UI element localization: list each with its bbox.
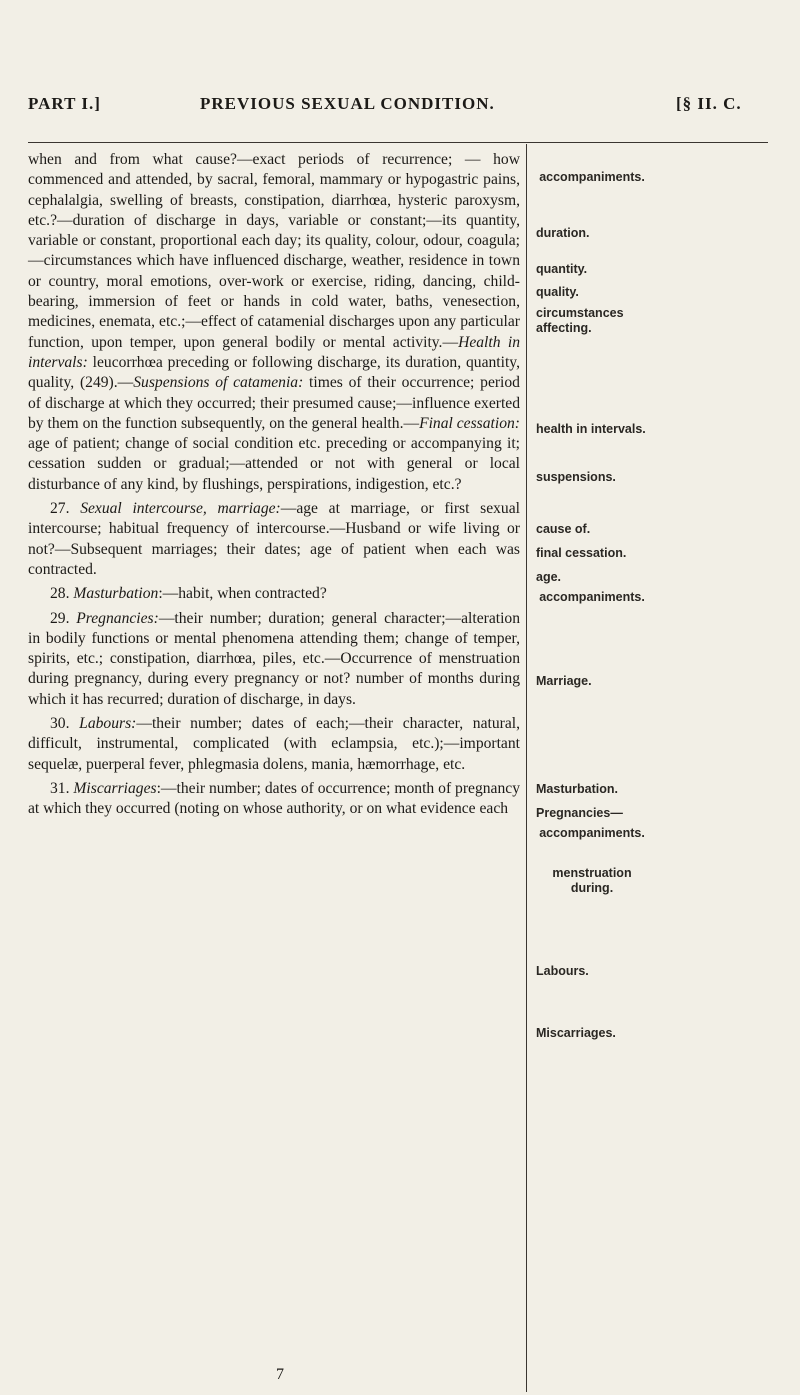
margin-note: Masturbation. — [536, 782, 618, 796]
margin-rule — [526, 144, 527, 1392]
part-label: PART I.] — [28, 94, 101, 113]
paragraph-29: 29. Pregnancies:—their number; duration; general character;—alteration in bodily functions or mental phenomena attending them; change of temper, spirits, etc.; constipation, diarrhœa, piles, etc.—Occurrence of menstruation during pregnancy, during every pregnancy or not? number of months during which it has recurred; duration of discharge, in days. — [28, 609, 521, 708]
margin-note: age. — [536, 570, 562, 584]
margin-note: accompaniments. — [539, 826, 645, 840]
heading-labours: Labours: — [79, 715, 137, 733]
body-text — [28, 150, 520, 820]
margin-note: health in intervals. — [536, 422, 646, 436]
margin-note: Labours. — [536, 964, 589, 978]
margin-note: Pregnancies— — [536, 806, 623, 820]
heading-masturbation: Masturbation — [73, 585, 159, 603]
paragraph-30: 30. Labours:—their number; dates of each;—their character, natural, difficult, instrumental, complicated (with eclampsia, etc.);—important sequelæ, puerperal fever, phlegmasia dolens, mania, hæmorrhage, etc. — [28, 715, 520, 773]
margin-note: cause of. — [536, 522, 591, 536]
paragraph-28: 28. Masturbation:—habit, when contracted? — [50, 585, 327, 603]
chapter-title: PREVIOUS SEXUAL CONDITION. — [200, 94, 495, 113]
paragraph-catamenia: when and from what cause?—exact periods of recurrence; — how commenced and attended, by sacral, femoral, mammary or hypogastric pains, cephalalgia, swelling of breasts, constipation, diarrhœa, hysteric paroxysm, etc.?—duration of discharge in days, variable or constant;—its quantity, variable or constant, proportional each day; its quality, colour, odour, coagula;—circumstances which have influenced discharge, weather, residence in town or country, moral emotions, over-work or exercise, riding, dancing, child-bearing, immersion of feet or hands in cold water, baths, venesection, medicines, enemata, etc.;—effect of catamenial discharges upon any particular function, upon temper, upon general bodily or mental activity.—Health in intervals: leucorrhœa preceding or following discharge, its duration, quantity, quality, (249).—Suspensions of catamenia: times of their occurrence; period of discharge at which they occurred; their presumed cause;—influence exerted by them on the function subsequently, on the general health.—Final cessation: age of patient; change of social condition etc. preceding or accompanying it; cessation sudden or gradual;—attended or not with general or local disturbance of any kind, by flushings, perspirations, indigestion, etc.? — [28, 151, 520, 493]
margin-note: suspensions. — [536, 470, 616, 484]
margin-note: menstruation during. — [552, 866, 632, 895]
paragraph-27: 27. Sexual intercourse, marriage:—age at marriage, or first sexual intercourse; habitual frequency of intercourse.—Husband or wife living or not?—Subsequent marriages; their dates; age of patient when each was contracted. — [28, 500, 520, 578]
heading-final-cessation: Final cessation: — [419, 414, 520, 432]
header-rule — [28, 142, 768, 143]
heading-miscarriages: Miscarriages — [73, 779, 157, 797]
margin-note: accompaniments. — [539, 590, 645, 604]
margin-note: quantity. — [536, 262, 588, 276]
margin-note: Miscarriages. — [536, 1026, 616, 1040]
margin-note: Marriage. — [536, 674, 592, 688]
margin-note: circumstances affecting. — [536, 306, 624, 335]
margin-note: final cessation. — [536, 546, 627, 560]
heading-health-in-intervals: Health in intervals: — [28, 333, 520, 371]
heading-suspensions: Suspensions of catamenia: — [133, 374, 304, 392]
heading-sexual-intercourse: Sexual intercourse, marriage: — [80, 500, 281, 518]
margin-note: duration. — [536, 226, 590, 240]
section-label: [§ II. C. — [676, 94, 742, 113]
page-number: 7 — [276, 1366, 284, 1383]
margin-note: accompaniments. — [539, 170, 645, 184]
paragraph-31: 31. Miscarriages:—their number; dates of occurrence; month of pregnancy at which they occurred (noting on whose authority, or on what evidence each — [28, 779, 520, 818]
margin-note: quality. — [536, 285, 579, 299]
heading-pregnancies: Pregnancies: — [76, 609, 159, 627]
